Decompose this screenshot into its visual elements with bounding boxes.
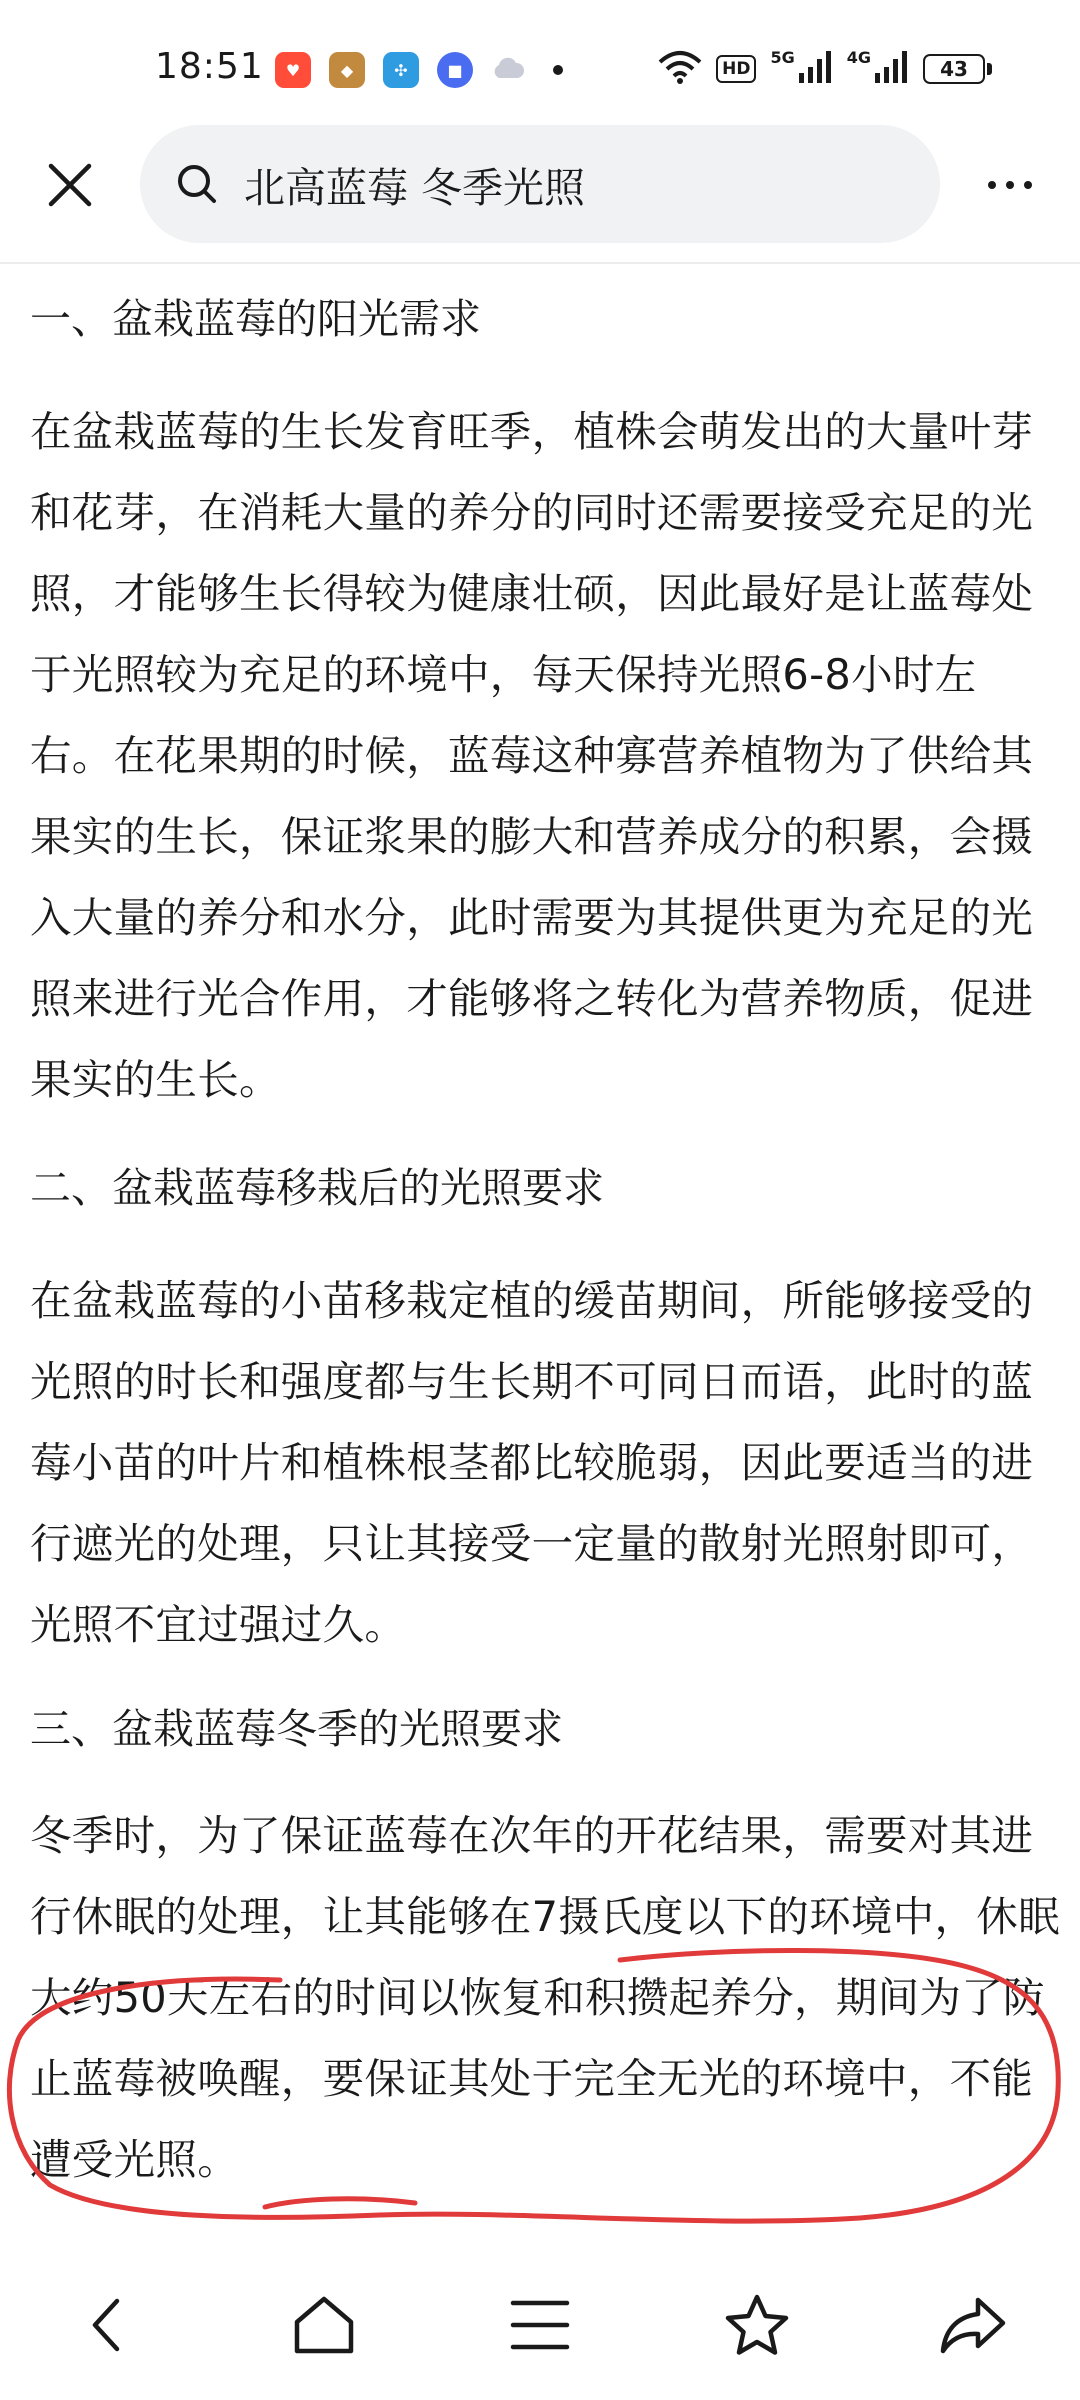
battery-icon bbox=[923, 54, 992, 84]
cloud-icon bbox=[491, 56, 525, 84]
app-notification-icon: ♥ bbox=[275, 52, 311, 88]
hd-voice-icon: HD bbox=[716, 55, 756, 83]
bottom-nav bbox=[0, 2245, 1080, 2400]
section-body-1: 在盆栽蓝莓的生长发育旺季，植株会萌发出的大量叶芽和花芽，在消耗大量的养分的同时还需要接受充足的光照，才能够生长得较为健康壮硕，因此最好是让蓝莓处于光照较为充足的环境中，每天保持光照6-8小时左右。在花果期的时候，蓝莓这种寡营养植物为了供给其果实的生长，保证浆果的膨大和营养成分的积累，会摄入大量的养分和水分，此时需要为其提供更为充足的光照来进行光合作用，才能够将之转化为营养物质，促进果实的生长。 bbox=[30, 407, 1034, 1104]
status-indicators bbox=[658, 47, 992, 88]
network-4g-label: 4G bbox=[846, 47, 871, 67]
status-bar bbox=[0, 0, 1080, 130]
wifi-icon bbox=[658, 50, 702, 88]
tplink-app-icon: ✣ bbox=[383, 52, 419, 88]
section-title-3: 三、盆栽蓝莓冬季的光照要求 bbox=[30, 1705, 563, 1753]
search-box[interactable] bbox=[140, 125, 940, 243]
menu-icon[interactable] bbox=[495, 2280, 585, 2370]
top-divider bbox=[0, 262, 1080, 264]
more-dot-icon bbox=[553, 65, 563, 75]
article-content bbox=[30, 275, 1060, 2200]
signal-4g-icon bbox=[875, 51, 909, 87]
tieba-app-icon: ■ bbox=[437, 52, 473, 88]
close-icon bbox=[47, 162, 93, 208]
section-title-1: 一、盆栽蓝莓的阳光需求 bbox=[30, 295, 481, 343]
back-icon[interactable] bbox=[63, 2280, 153, 2370]
section-body-2: 在盆栽蓝莓的小苗移栽定植的缓苗期间，所能够接受的光照的时长和强度都与生长期不可同日而语，此时的蓝莓小苗的叶片和植株根茎都比较脆弱，因此要适当的进行遮光的处理，只让其接受一定量的散射光照射即可，光照不宜过强过久。 bbox=[30, 1276, 1034, 1649]
network-5g-label: 5G bbox=[770, 47, 795, 67]
browser-top-bar bbox=[0, 125, 1080, 245]
game-app-icon: ◆ bbox=[329, 52, 365, 88]
search-icon bbox=[174, 161, 220, 207]
close-button[interactable] bbox=[40, 155, 100, 215]
status-notification-icons bbox=[275, 52, 563, 88]
battery-level: 43 bbox=[923, 54, 985, 84]
section-body-3: 冬季时，为了保证蓝莓在次年的开花结果，需要对其进行休眠的处理，让其能够在7摄氏度以下的环境中，休眠大约50天左右的时间以恢复和积攒起养分，期间为了防止蓝莓被唤醒，要保证其处于完全无光的环境中，不能遭受光照。 bbox=[30, 1811, 1060, 2184]
favorite-icon[interactable] bbox=[712, 2280, 802, 2370]
share-icon[interactable] bbox=[928, 2280, 1018, 2370]
home-icon[interactable] bbox=[279, 2280, 369, 2370]
section-title-2: 二、盆栽蓝莓移栽后的光照要求 bbox=[30, 1164, 604, 1212]
signal-5g-icon bbox=[799, 51, 833, 87]
status-time: 18:51 bbox=[155, 46, 264, 87]
more-icon[interactable] bbox=[970, 155, 1050, 215]
search-query-text[interactable]: 北高蓝莓 冬季光照 bbox=[244, 163, 586, 212]
